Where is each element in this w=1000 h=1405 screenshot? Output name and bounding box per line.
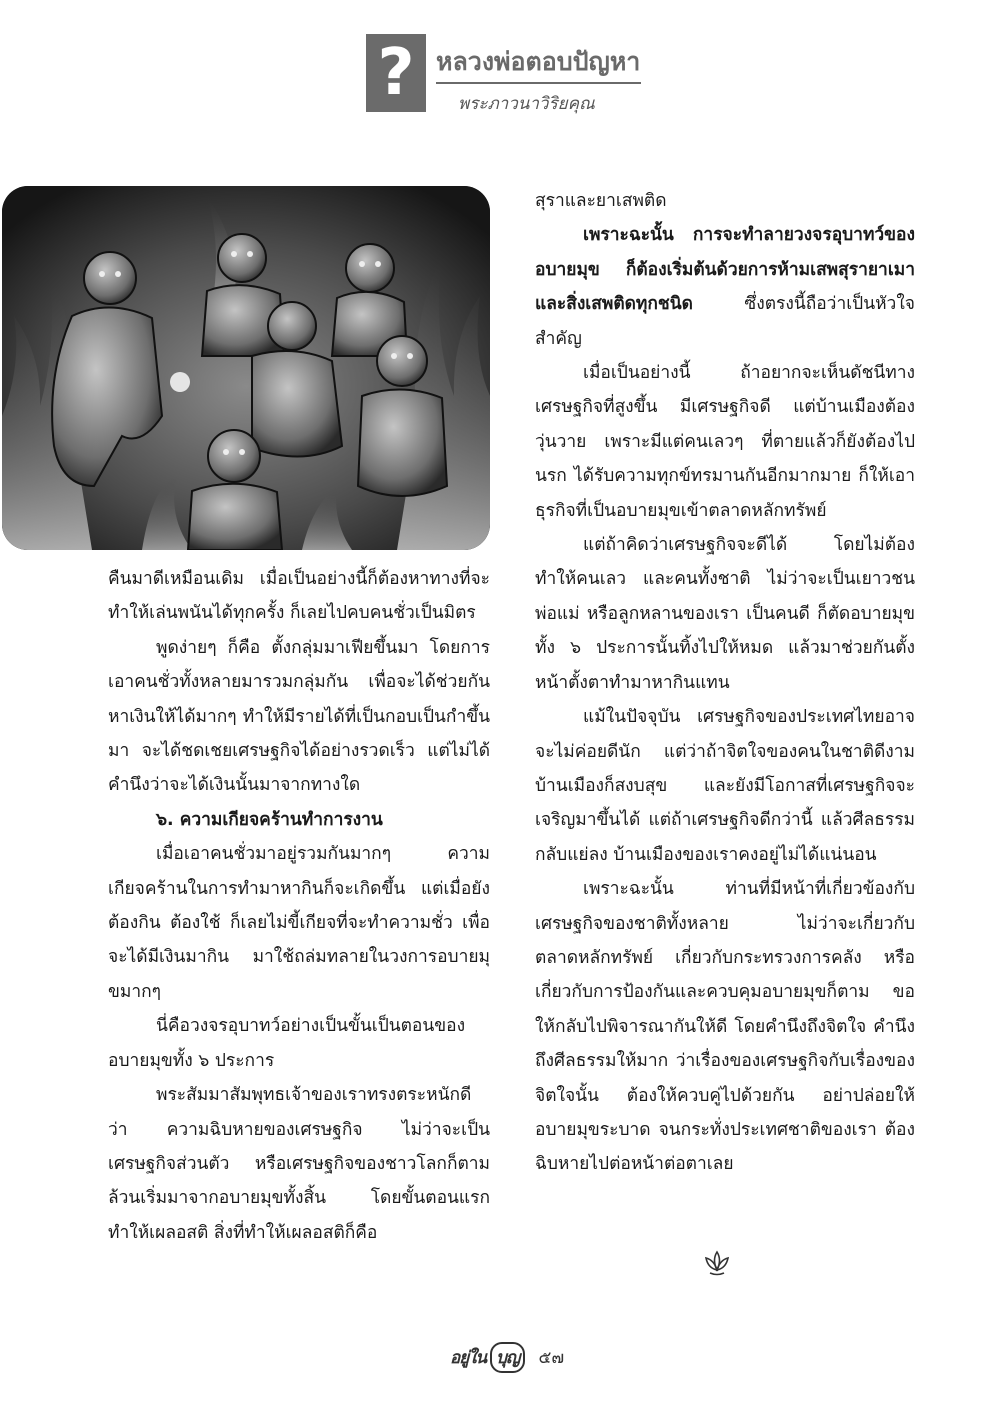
right-column [535, 184, 915, 1182]
author-name: พระภาวนาวิริยคุณ [458, 94, 595, 114]
paragraph-text: ซึ่งตรงนี้ถือว่าเป็นหัวใจสำคัญ [535, 294, 915, 349]
paragraph: เมื่อเอาคนชั่วมาอยู่รวมกันมากๆ ความเกียจคร้านในการทำมาหากินก็จะเกิดขึ้น แต่เมื่อยังต้องกิน ต้องใช้ ก็เลยไม่ขี้เกียจที่จะทำความชั่ว เพื่อจะได้มีเงินมากิน มาใช้ถล่มทลายในวงการอบายมุขมากๆ [108, 844, 490, 1002]
paragraph: เมื่อเป็นอย่างนี้ ถ้าอยากจะเห็นดัชนีทางเศรษฐกิจที่สูงขึ้น มีเศรษฐกิจดี แต่บ้านเมืองต้องวุ่นวาย เพราะมีแต่คนเลวๆ ที่ตายแล้วก็ยังต้องไปนรก ได้รับความทุกข์ทรมานกันอีกมากมาย ก็ให้เอาธุรกิจที่เป็นอบายมุขเข้าตลาดหลักทรัพย์ [535, 363, 915, 521]
lotus-ornament-icon [702, 1248, 732, 1278]
paragraph [535, 218, 915, 356]
page-number: ๕๗ [538, 1348, 565, 1368]
paragraph: แม้ในปัจจุบัน เศรษฐกิจของประเทศไทยอาจจะไม่ค่อยดีนัก แต่ว่าถ้าจิตใจของคนในชาติดีงาม บ้านเมืองก็สงบสุข และยังมีโอกาสที่เศรษฐกิจจะเจริญมาขึ้นได้ แต่ถ้าเศรษฐกิจดีกว่านี้ แล้วศีลธรรมกลับแย่ลง บ้านเมืองของเราคงอยู่ไม่ได้แน่นอน [535, 707, 915, 865]
left-column [108, 562, 490, 1250]
magazine-logo [450, 1342, 525, 1373]
column-title: หลวงพ่อตอบปัญหา [436, 47, 641, 76]
paragraph: สุราและยาเสพติด [535, 191, 667, 211]
hell-illustration [2, 186, 490, 550]
paragraph: คืนมาดีเหมือนเดิม เมื่อเป็นอย่างนี้ก็ต้องหาทางที่จะทำให้เล่นพนันได้ทุกครั้ง ก็เลยไปคบคนชั่วเป็นมิตร [108, 569, 490, 624]
title-underline [436, 82, 641, 84]
question-mark-icon: ? [366, 34, 426, 112]
page-footer [450, 1342, 564, 1372]
paragraph: เพราะฉะนั้น ท่านที่มีหน้าที่เกี่ยวข้องกับเศรษฐกิจของชาติทั้งหลาย ไม่ว่าจะเกี่ยวกับตลาดหลักทรัพย์ เกี่ยวกับกระทรวงการคลัง หรือเกี่ยวกับการป้องกันและควบคุมอบายมุขก็ตาม ขอให้กลับไปพิจารณากันให้ดี โดยคำนึงถึงจิตใจ คำนึงถึงศีลธรรมให้มาก ว่าเรื่องของเศรษฐกิจกับเรื่องของจิตใจนั้น ต้องให้ควบคู่ไปด้วยกัน อย่าปล่อยให้อบายมุขระบาด จนกระทั่งประเทศชาติของเรา ต้องฉิบหายไปต่อหน้าต่อตาเลย [535, 879, 915, 1175]
paragraph: แต่ถ้าคิดว่าเศรษฐกิจจะดีได้ โดยไม่ต้องทำให้คนเลว และคนทั้งชาติ ไม่ว่าจะเป็นเยาวชน พ่อแม่ หรือลูกหลานของเรา เป็นคนดี ก็ตัดอบายมุขทั้ง ๖ ประการนั้นทิ้งไปให้หมด แล้วมาช่วยกันตั้งหน้าตั้งตาทำมาหากินแทน [535, 535, 915, 693]
section-heading: ๖. ความเกียจคร้านทำการงาน [156, 809, 383, 830]
paragraph: พระสัมมาสัมพุทธเจ้าของเราทรงตระหนักดีว่า ความฉิบหายของเศรษฐกิจ ไม่ว่าจะเป็นเศรษฐกิจส่วนตัว หรือเศรษฐกิจของชาวโลกก็ตาม ล้วนเริ่มมาจากอบายมุขทั้งสิ้น โดยขั้นตอนแรกทำให้เผลอสติ สิ่งที่ทำให้เผลอสติก็คือ [108, 1085, 490, 1243]
logo-text: บุญ [490, 1342, 525, 1373]
paragraph: นี่คือวงจรอุบาทว์อย่างเป็นขั้นเป็นตอนของอบายมุขทั้ง ๖ ประการ [108, 1016, 466, 1071]
illustration-art [2, 186, 490, 550]
logo-text: อยู่ใน [450, 1348, 487, 1368]
paragraph: พูดง่ายๆ ก็คือ ตั้งกลุ่มมาเฟียขึ้นมา โดยการเอาคนชั่วทั้งหลายมารวมกลุ่มกัน เพื่อจะได้ช่วยกันหาเงินให้ได้มากๆ ทำให้มีรายได้ที่เป็นกอบเป็นกำขึ้นมา จะได้ชดเชยเศรษฐกิจได้อย่างรวดเร็ว แต่ไม่ได้คำนึงว่าจะได้เงินนั้นมาจากทางใด [108, 637, 490, 796]
bold-emphasis: เพราะฉะนั้น การจะทำลายวงจรอุบาทว์ของอบายมุข ก็ต้องเริ่มต้นด้วยการห้ามเสพสุรายาเมา และสิ่งเสพติดทุกชนิด [535, 225, 915, 315]
column-header [366, 34, 646, 114]
